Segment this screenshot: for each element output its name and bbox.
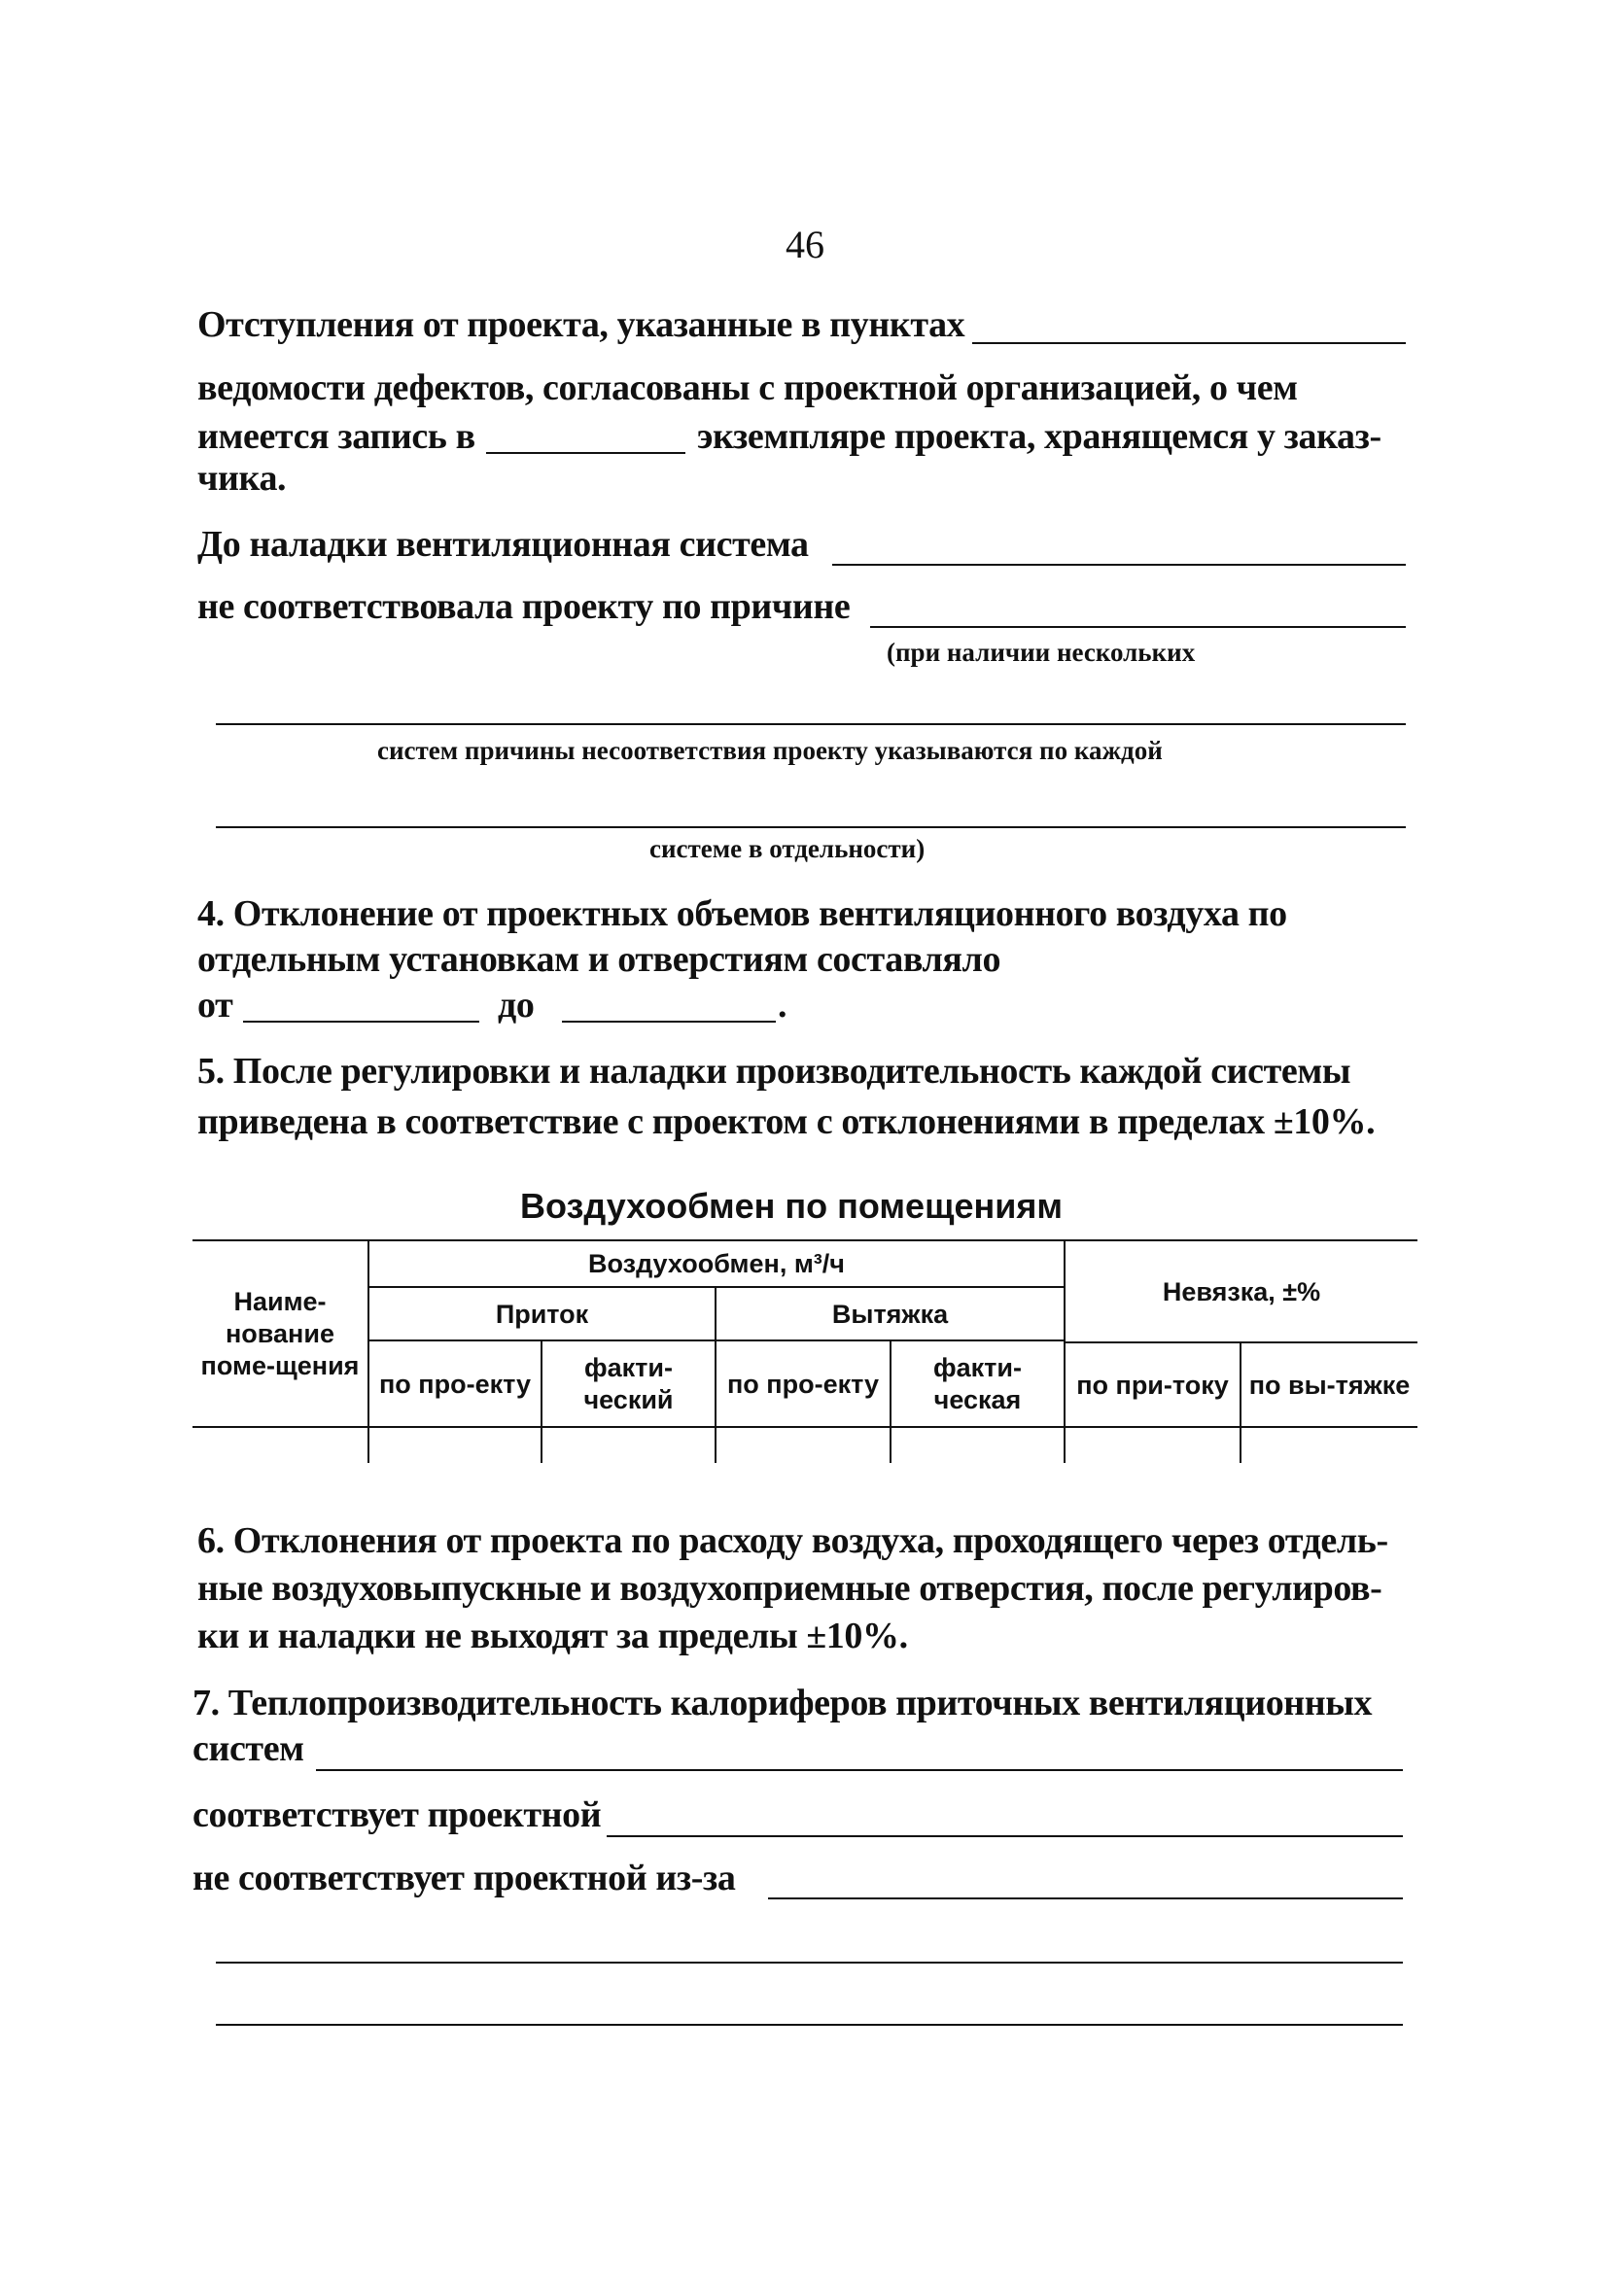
item4-line-1: 4. Отклонение от проектных объемов вентиляционного воздуха по	[197, 893, 1287, 934]
copy-blank-line	[486, 452, 685, 454]
deviations-line-2: ведомости дефектов, согласованы с проектной организацией, о чем	[197, 367, 1298, 408]
item6-line-2: ные воздуховыпускные и воздухоприемные отверстия, после регулиров-	[197, 1568, 1382, 1609]
header-exhaust-design: по про-екту	[726, 1369, 880, 1399]
deviations-line-3a: имеется запись в	[197, 416, 475, 457]
item6-line-1: 6. Отклонения от проекта по расходу воздуха, проходящего через отдель-	[197, 1520, 1388, 1561]
before-setup-line-1: До наладки вентиляционная система	[197, 524, 809, 565]
item4-end: .	[778, 985, 787, 1026]
reason-blank-line	[870, 626, 1406, 628]
header-supply-actual: факти-ческий	[583, 1353, 674, 1414]
before-setup-line-2: не соответствовала проекту по причине	[197, 586, 851, 627]
deviations-line-3b: экземпляре проекта, хранящемся у заказ-	[697, 416, 1381, 457]
complies-blank-line	[607, 1835, 1403, 1837]
note-blank-line-2	[216, 826, 1406, 828]
items-blank-line	[972, 342, 1406, 344]
deviations-line-1: Отступления от проекта, указанные в пунктах	[197, 304, 965, 345]
note-blank-line-1	[216, 723, 1406, 725]
not-complies-blank-line	[768, 1897, 1403, 1899]
header-supply: Приток	[495, 1299, 589, 1329]
item7-line-2: систем	[192, 1728, 304, 1769]
item4-from-label: от	[197, 985, 233, 1026]
item4-line-2: отдельным установкам и отверстиям составляло	[197, 939, 1001, 980]
item4-to-label: до	[498, 985, 535, 1026]
extra-blank-line-1	[216, 1962, 1403, 1964]
item7-line-3: соответствует проектной	[192, 1794, 602, 1835]
header-air-exchange: Воздухообмен, м³/ч	[588, 1249, 845, 1278]
table-caption: Воздухообмен по помещениям	[520, 1186, 1063, 1226]
item6-line-3: ки и наладки не выходят за пределы ±10%.	[197, 1616, 908, 1656]
note-line-2: систем причины несоответствия проекту указываются по каждой	[377, 736, 1163, 765]
extra-blank-line-2	[216, 2024, 1403, 2026]
header-exhaust: Вытяжка	[831, 1299, 949, 1329]
header-imbalance: Невязка, ±%	[1162, 1276, 1321, 1306]
item7-line-1: 7. Теплопроизводительность калориферов приточных вентиляционных	[192, 1683, 1373, 1723]
from-blank-line	[243, 1021, 479, 1023]
header-exhaust-actual: факти-ческая	[933, 1353, 1022, 1414]
systems-blank-line	[316, 1769, 1403, 1771]
header-by-supply: по при-току	[1076, 1370, 1229, 1400]
table-top-rule	[192, 1239, 1417, 1241]
note-line-3: системе в отдельности)	[649, 834, 926, 863]
table-header-bottom-rule	[192, 1426, 1417, 1428]
item7-line-4: не соответствует проектной из-за	[192, 1858, 736, 1898]
header-by-exhaust: по вы-тяжке	[1248, 1370, 1411, 1400]
note-line-1: (при наличии нескольких	[887, 638, 1196, 667]
system-blank-line	[832, 564, 1406, 566]
page-number: 46	[786, 223, 824, 266]
header-room-name: Наиме-нование поме-щения	[200, 1287, 360, 1380]
deviations-line-4: чика.	[197, 458, 287, 499]
item5-line-2: приведена в соответствие с проектом с отклонениями в пределах ±10%.	[197, 1101, 1376, 1142]
header-supply-design: по про-екту	[378, 1369, 532, 1399]
item5-line-1: 5. После регулировки и наладки производительность каждой системы	[197, 1051, 1351, 1092]
to-blank-line	[562, 1021, 776, 1023]
